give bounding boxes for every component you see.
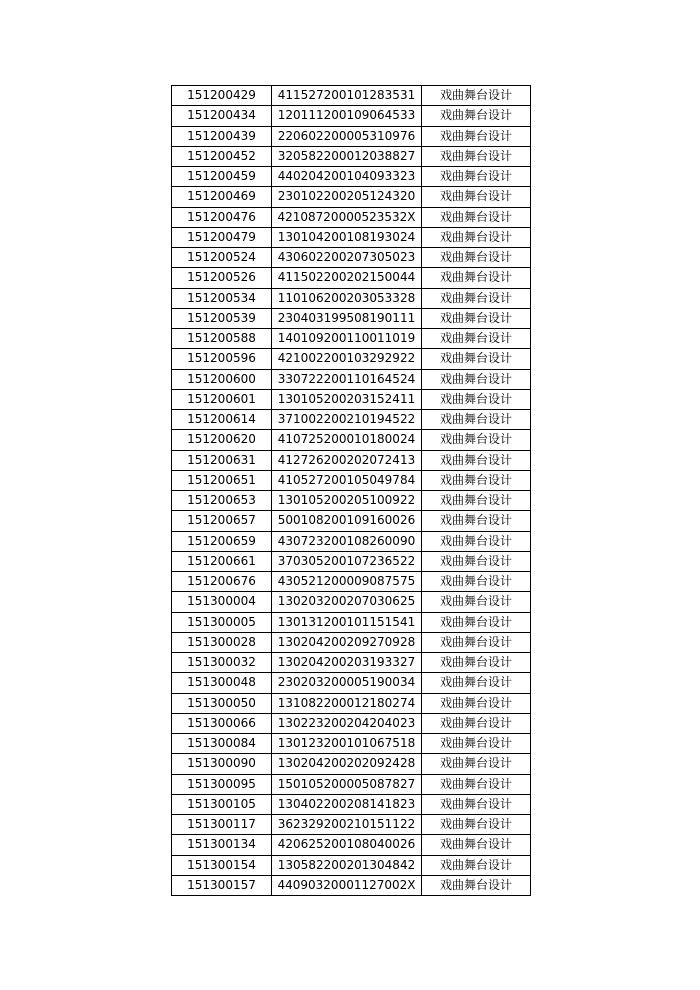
id-number-cell: 130204200202092428 xyxy=(272,754,422,774)
major-cell: 戏曲舞台设计 xyxy=(422,430,531,450)
exam-number-cell: 151200526 xyxy=(172,268,272,288)
table-row xyxy=(172,531,531,551)
exam-number-cell: 151300004 xyxy=(172,592,272,612)
exam-number-cell: 151200434 xyxy=(172,106,272,126)
major-cell: 戏曲舞台设计 xyxy=(422,551,531,571)
id-number-cell: 130582200201304842 xyxy=(272,855,422,875)
id-number-cell: 430521200009087575 xyxy=(272,572,422,592)
id-number-cell: 42108720000523532X xyxy=(272,207,422,227)
major-cell: 戏曲舞台设计 xyxy=(422,815,531,835)
major-cell: 戏曲舞台设计 xyxy=(422,734,531,754)
id-number-cell: 130105200205100922 xyxy=(272,491,422,511)
major-cell: 戏曲舞台设计 xyxy=(422,329,531,349)
major-cell: 戏曲舞台设计 xyxy=(422,369,531,389)
table-row xyxy=(172,308,531,328)
exam-number-cell: 151300050 xyxy=(172,693,272,713)
table-row xyxy=(172,632,531,652)
major-cell: 戏曲舞台设计 xyxy=(422,248,531,268)
exam-number-cell: 151200676 xyxy=(172,572,272,592)
exam-number-cell: 151300005 xyxy=(172,612,272,632)
major-cell: 戏曲舞台设计 xyxy=(422,146,531,166)
table-row xyxy=(172,612,531,632)
major-cell: 戏曲舞台设计 xyxy=(422,126,531,146)
table-row xyxy=(172,207,531,227)
major-cell: 戏曲舞台设计 xyxy=(422,227,531,247)
document-page xyxy=(171,85,531,896)
exam-number-cell: 151200651 xyxy=(172,470,272,490)
candidate-table xyxy=(171,85,531,896)
exam-number-cell: 151200479 xyxy=(172,227,272,247)
id-number-cell: 130204200203193327 xyxy=(272,653,422,673)
exam-number-cell: 151200429 xyxy=(172,86,272,106)
id-number-cell: 421002200103292922 xyxy=(272,349,422,369)
id-number-cell: 320582200012038827 xyxy=(272,146,422,166)
exam-number-cell: 151200596 xyxy=(172,349,272,369)
id-number-cell: 230102200205124320 xyxy=(272,187,422,207)
exam-number-cell: 151200659 xyxy=(172,531,272,551)
id-number-cell: 412726200202072413 xyxy=(272,450,422,470)
exam-number-cell: 151300048 xyxy=(172,673,272,693)
table-row xyxy=(172,693,531,713)
exam-number-cell: 151200588 xyxy=(172,329,272,349)
major-cell: 戏曲舞台设计 xyxy=(422,835,531,855)
exam-number-cell: 151300154 xyxy=(172,855,272,875)
id-number-cell: 430602200207305023 xyxy=(272,248,422,268)
major-cell: 戏曲舞台设计 xyxy=(422,855,531,875)
table-row xyxy=(172,146,531,166)
id-number-cell: 430723200108260090 xyxy=(272,531,422,551)
major-cell: 戏曲舞台设计 xyxy=(422,167,531,187)
id-number-cell: 411527200101283531 xyxy=(272,86,422,106)
table-row xyxy=(172,248,531,268)
table-row xyxy=(172,551,531,571)
exam-number-cell: 151200600 xyxy=(172,369,272,389)
exam-number-cell: 151300028 xyxy=(172,632,272,652)
major-cell: 戏曲舞台设计 xyxy=(422,572,531,592)
id-number-cell: 362329200210151122 xyxy=(272,815,422,835)
exam-number-cell: 151200601 xyxy=(172,389,272,409)
table-row xyxy=(172,713,531,733)
exam-number-cell: 151200476 xyxy=(172,207,272,227)
exam-number-cell: 151300157 xyxy=(172,875,272,895)
exam-number-cell: 151200534 xyxy=(172,288,272,308)
exam-number-cell: 151300105 xyxy=(172,794,272,814)
table-row xyxy=(172,450,531,470)
id-number-cell: 410527200105049784 xyxy=(272,470,422,490)
major-cell: 戏曲舞台设计 xyxy=(422,470,531,490)
exam-number-cell: 151200459 xyxy=(172,167,272,187)
id-number-cell: 220602200005310976 xyxy=(272,126,422,146)
id-number-cell: 130105200203152411 xyxy=(272,389,422,409)
table-row xyxy=(172,329,531,349)
exam-number-cell: 151300032 xyxy=(172,653,272,673)
table-row xyxy=(172,592,531,612)
major-cell: 戏曲舞台设计 xyxy=(422,794,531,814)
id-number-cell: 44090320001127002X xyxy=(272,875,422,895)
major-cell: 戏曲舞台设计 xyxy=(422,774,531,794)
major-cell: 戏曲舞台设计 xyxy=(422,410,531,430)
table-row xyxy=(172,187,531,207)
exam-number-cell: 151200452 xyxy=(172,146,272,166)
major-cell: 戏曲舞台设计 xyxy=(422,491,531,511)
id-number-cell: 130402200208141823 xyxy=(272,794,422,814)
id-number-cell: 230403199508190111 xyxy=(272,308,422,328)
exam-number-cell: 151300134 xyxy=(172,835,272,855)
id-number-cell: 140109200110011019 xyxy=(272,329,422,349)
major-cell: 戏曲舞台设计 xyxy=(422,349,531,369)
exam-number-cell: 151200614 xyxy=(172,410,272,430)
exam-number-cell: 151300117 xyxy=(172,815,272,835)
table-row xyxy=(172,410,531,430)
major-cell: 戏曲舞台设计 xyxy=(422,612,531,632)
id-number-cell: 130204200209270928 xyxy=(272,632,422,652)
id-number-cell: 500108200109160026 xyxy=(272,511,422,531)
major-cell: 戏曲舞台设计 xyxy=(422,268,531,288)
exam-number-cell: 151300084 xyxy=(172,734,272,754)
major-cell: 戏曲舞台设计 xyxy=(422,106,531,126)
table-row xyxy=(172,491,531,511)
major-cell: 戏曲舞台设计 xyxy=(422,187,531,207)
id-number-cell: 110106200203053328 xyxy=(272,288,422,308)
id-number-cell: 420625200108040026 xyxy=(272,835,422,855)
id-number-cell: 130223200204204023 xyxy=(272,713,422,733)
exam-number-cell: 151200439 xyxy=(172,126,272,146)
exam-number-cell: 151300095 xyxy=(172,774,272,794)
table-row xyxy=(172,511,531,531)
exam-number-cell: 151200469 xyxy=(172,187,272,207)
exam-number-cell: 151200539 xyxy=(172,308,272,328)
major-cell: 戏曲舞台设计 xyxy=(422,86,531,106)
id-number-cell: 131082200012180274 xyxy=(272,693,422,713)
major-cell: 戏曲舞台设计 xyxy=(422,288,531,308)
exam-number-cell: 151200524 xyxy=(172,248,272,268)
exam-number-cell: 151200620 xyxy=(172,430,272,450)
major-cell: 戏曲舞台设计 xyxy=(422,531,531,551)
table-row xyxy=(172,430,531,450)
exam-number-cell: 151200661 xyxy=(172,551,272,571)
id-number-cell: 130104200108193024 xyxy=(272,227,422,247)
exam-number-cell: 151200631 xyxy=(172,450,272,470)
id-number-cell: 130123200101067518 xyxy=(272,734,422,754)
table-row xyxy=(172,855,531,875)
table-row xyxy=(172,288,531,308)
table-row xyxy=(172,835,531,855)
major-cell: 戏曲舞台设计 xyxy=(422,389,531,409)
major-cell: 戏曲舞台设计 xyxy=(422,875,531,895)
id-number-cell: 330722200110164524 xyxy=(272,369,422,389)
table-row xyxy=(172,653,531,673)
id-number-cell: 371002200210194522 xyxy=(272,410,422,430)
table-row xyxy=(172,369,531,389)
table-row xyxy=(172,470,531,490)
table-row xyxy=(172,734,531,754)
table-row xyxy=(172,268,531,288)
major-cell: 戏曲舞台设计 xyxy=(422,693,531,713)
table-row xyxy=(172,389,531,409)
table-row xyxy=(172,875,531,895)
major-cell: 戏曲舞台设计 xyxy=(422,653,531,673)
table-row xyxy=(172,794,531,814)
exam-number-cell: 151300090 xyxy=(172,754,272,774)
major-cell: 戏曲舞台设计 xyxy=(422,673,531,693)
major-cell: 戏曲舞台设计 xyxy=(422,632,531,652)
id-number-cell: 440204200104093323 xyxy=(272,167,422,187)
table-row xyxy=(172,349,531,369)
id-number-cell: 130131200101151541 xyxy=(272,612,422,632)
id-number-cell: 150105200005087827 xyxy=(272,774,422,794)
major-cell: 戏曲舞台设计 xyxy=(422,713,531,733)
major-cell: 戏曲舞台设计 xyxy=(422,511,531,531)
major-cell: 戏曲舞台设计 xyxy=(422,450,531,470)
table-row xyxy=(172,815,531,835)
id-number-cell: 370305200107236522 xyxy=(272,551,422,571)
table-row xyxy=(172,572,531,592)
id-number-cell: 130203200207030625 xyxy=(272,592,422,612)
exam-number-cell: 151300066 xyxy=(172,713,272,733)
major-cell: 戏曲舞台设计 xyxy=(422,207,531,227)
major-cell: 戏曲舞台设计 xyxy=(422,592,531,612)
major-cell: 戏曲舞台设计 xyxy=(422,308,531,328)
table-row xyxy=(172,86,531,106)
table-row xyxy=(172,227,531,247)
table-row xyxy=(172,126,531,146)
id-number-cell: 230203200005190034 xyxy=(272,673,422,693)
id-number-cell: 410725200010180024 xyxy=(272,430,422,450)
exam-number-cell: 151200653 xyxy=(172,491,272,511)
table-row xyxy=(172,106,531,126)
major-cell: 戏曲舞台设计 xyxy=(422,754,531,774)
table-row xyxy=(172,754,531,774)
exam-number-cell: 151200657 xyxy=(172,511,272,531)
id-number-cell: 120111200109064533 xyxy=(272,106,422,126)
table-row xyxy=(172,774,531,794)
table-row xyxy=(172,167,531,187)
table-body xyxy=(172,86,531,896)
table-row xyxy=(172,673,531,693)
id-number-cell: 411502200202150044 xyxy=(272,268,422,288)
